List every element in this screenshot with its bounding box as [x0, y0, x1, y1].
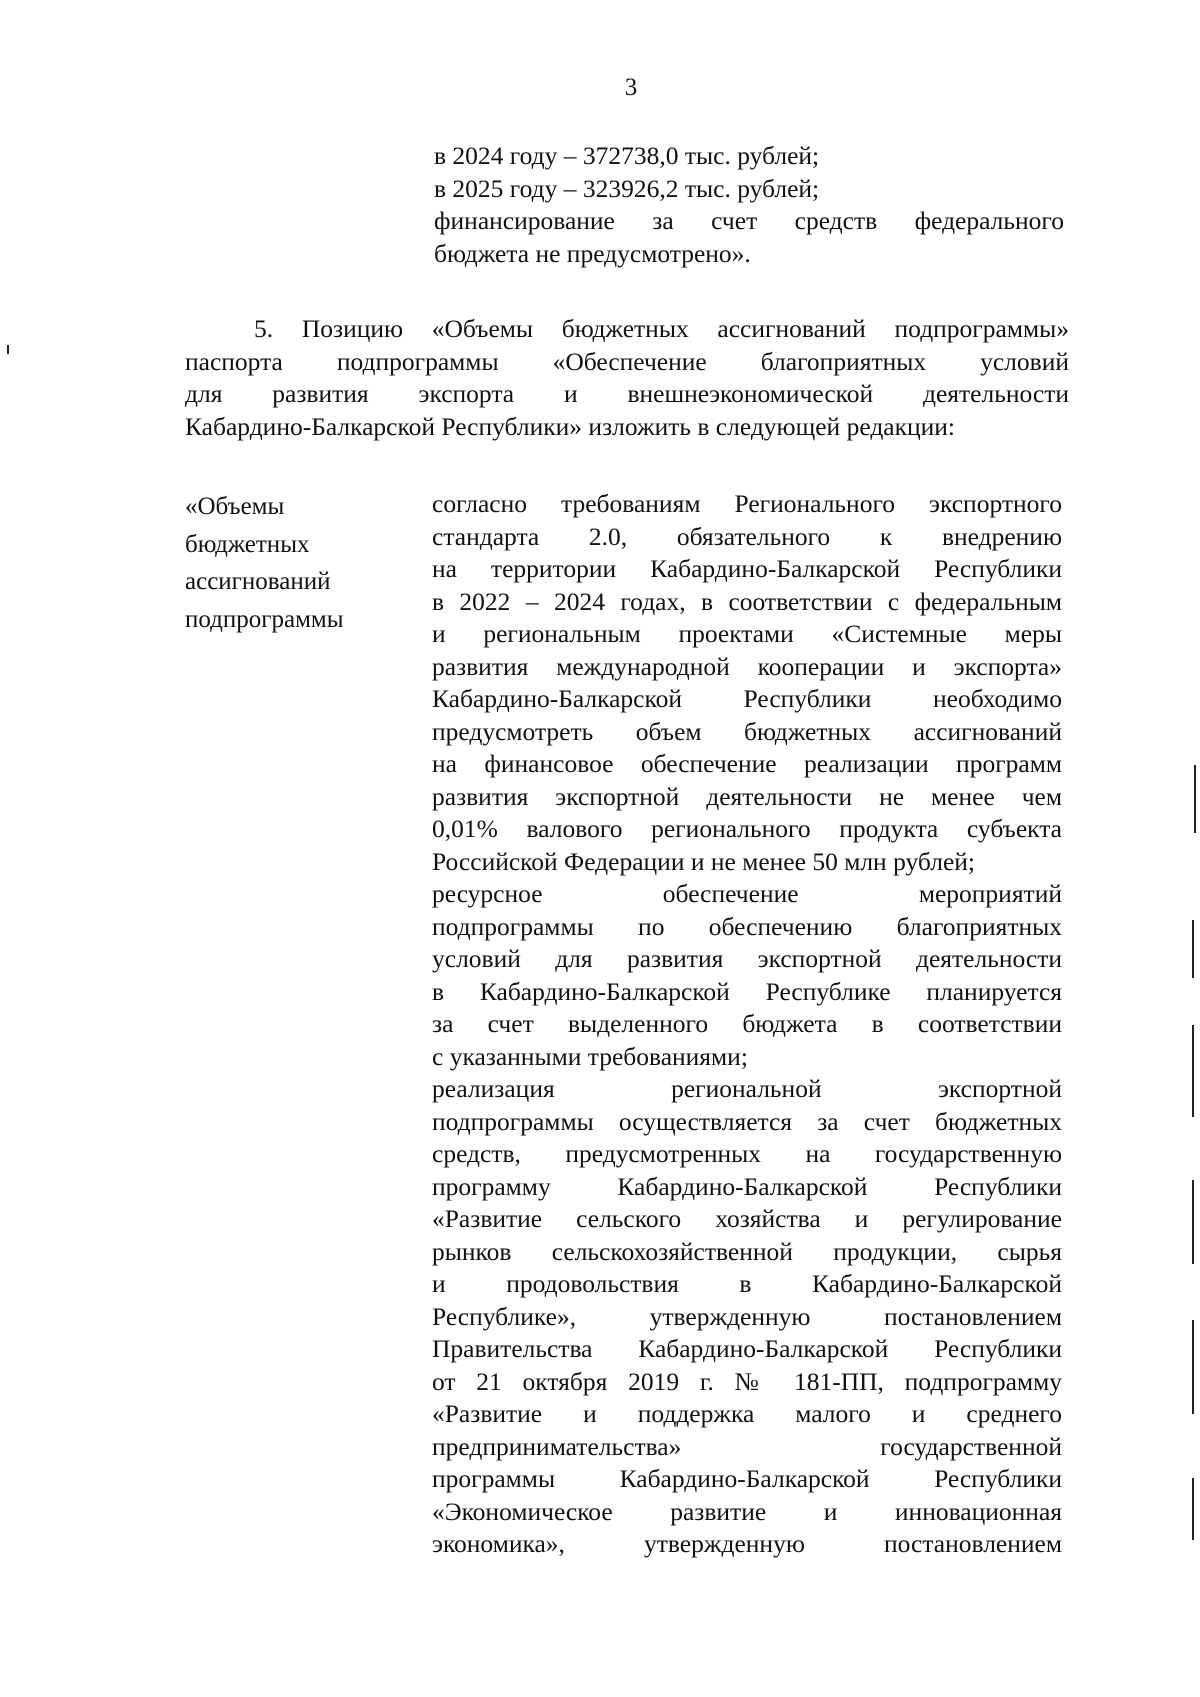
text-line: 0,01% валового регионального продукта субъекта — [432, 814, 1062, 843]
text-line: 5. Позицию «Объемы бюджетных ассигнований подпрограммы» — [254, 314, 1069, 343]
text-line: в Кабардино-Балкарской Республике планируется — [432, 976, 1062, 1006]
text-line: паспорта подпрограммы «Обеспечение благоприятных условий — [185, 346, 1069, 376]
text-line: Республике», утвержденную постановлением — [432, 1301, 1062, 1331]
text-line: в 2024 году – 372738,0 тыс. рублей; — [434, 141, 820, 170]
text-line: бюджета не предусмотрено». — [434, 238, 751, 268]
text-line: для развития экспорта и внешнеэкономической деятельности — [185, 379, 1069, 408]
text-line: на территории Кабардино-Балкарской Республики — [432, 554, 1062, 583]
text-line: с указанными требованиями; — [432, 1041, 748, 1071]
scan-mark — [1192, 1025, 1194, 1117]
text-line: и продовольствия в Кабардино-Балкарской — [432, 1269, 1062, 1298]
text-line: в 2022 – 2024 годах, в соответствии с федеральным — [432, 586, 1062, 616]
text-line: программы Кабардино-Балкарской Республики — [432, 1464, 1062, 1493]
text-line: за счет выделенного бюджета в соответствии — [432, 1009, 1062, 1038]
scan-mark — [1192, 1180, 1194, 1264]
text-line: Российской Федерации и не менее 50 млн рублей; — [432, 846, 976, 876]
text-line: предпринимательства» государственной — [432, 1431, 1062, 1461]
budget-years-block — [434, 140, 1064, 270]
label-line: бюджетных — [185, 530, 310, 558]
label-line: ассигнований — [185, 568, 331, 595]
text-line: рынков сельскохозяйственной продукции, сырья — [432, 1236, 1062, 1266]
text-line: Кабардино-Балкарской Республики необходимо — [432, 684, 1062, 713]
text-line: экономика», утвержденную постановлением — [432, 1529, 1062, 1558]
text-line: развития экспортной деятельности не менее чем — [432, 781, 1062, 811]
text-line: подпрограммы по обеспечению благоприятных — [432, 911, 1062, 941]
text-line: подпрограммы осуществляется за счет бюджетных — [432, 1106, 1062, 1136]
text-line: финансирование за счет средств федерального — [434, 206, 1064, 235]
text-line: «Развитие и поддержка малого и среднего — [432, 1399, 1062, 1428]
text-line: средств, предусмотренных на государственную — [432, 1139, 1062, 1168]
text-line: «Развитие сельского хозяйства и регулирование — [432, 1204, 1062, 1233]
text-line: согласно требованиям Регионального экспортного — [432, 489, 1062, 518]
text-line: в 2025 году – 323926,2 тыс. рублей; — [434, 173, 820, 203]
text-line: на финансовое обеспечение реализации программ — [432, 749, 1062, 778]
table-label-cell — [185, 488, 385, 638]
text-line: развития международной кооперации и экспорта» — [432, 651, 1062, 681]
text-line: реализация региональной экспортной — [432, 1074, 1062, 1103]
section-5-paragraph — [185, 313, 1069, 443]
text-line: предусмотреть объем бюджетных ассигнований — [432, 716, 1062, 746]
scan-mark — [1192, 1478, 1194, 1540]
text-line: ресурсное обеспечение мероприятий — [432, 879, 1062, 908]
label-line: «Объемы — [185, 493, 285, 520]
text-line: и региональным проектами «Системные меры — [432, 619, 1062, 648]
label-line: подпрограммы — [185, 605, 344, 633]
text-line: Кабардино-Балкарской Республики» изложить в следующей редакции: — [185, 411, 956, 441]
text-line: от 21 октября 2019 г. № 181-ПП, подпрограмму — [432, 1366, 1062, 1396]
text-line: Правительства Кабардино-Балкарской Республики — [432, 1334, 1062, 1363]
text-line: стандарта 2.0, обязательного к внедрению — [432, 521, 1062, 551]
page-number: 3 — [624, 74, 638, 101]
scan-mark — [1192, 920, 1194, 978]
scan-mark — [1192, 1320, 1194, 1414]
table-content-cell — [432, 488, 1062, 1561]
scan-mark — [7, 345, 9, 354]
scan-mark — [1194, 765, 1196, 833]
text-line: программу Кабардино-Балкарской Республики — [432, 1171, 1062, 1201]
text-line: «Экономическое развитие и инновационная — [432, 1496, 1062, 1526]
text-line: условий для развития экспортной деятельности — [432, 944, 1062, 973]
